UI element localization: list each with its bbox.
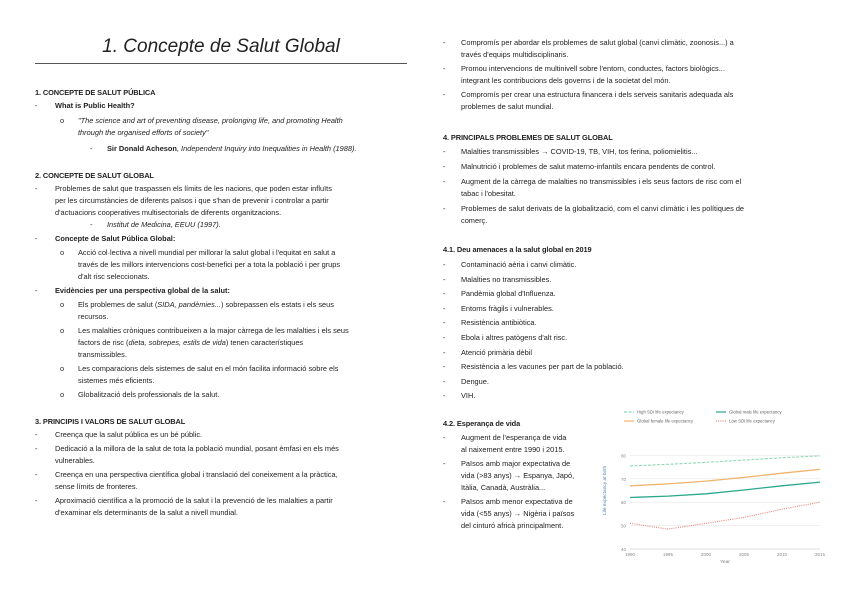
bullet-dash: - bbox=[443, 177, 446, 186]
series-line bbox=[630, 456, 820, 466]
principle-5-line-1: Compromís per abordar els problemes de salut global (canvi climàtic, zoonosis...) a bbox=[461, 38, 734, 47]
gh-definition-line-1: Problemes de salut que traspassen els límits de les nacions, que poden estar influïts bbox=[55, 184, 332, 193]
bullet-dash: - bbox=[443, 147, 446, 156]
bullet-circle: o bbox=[60, 364, 65, 373]
bullet-dash: - bbox=[443, 497, 446, 506]
threat-item: Entorns fràgils i vulnerables. bbox=[461, 304, 554, 313]
bullet-dash: - bbox=[443, 433, 446, 442]
bullet-dash: - bbox=[443, 289, 446, 298]
x-axis-label: Year bbox=[720, 560, 730, 565]
text-run: factors de risc ( bbox=[78, 338, 129, 347]
text-run: ) sobrepassen els estats i els seus bbox=[220, 300, 334, 309]
bullet-dash: - bbox=[443, 333, 446, 342]
gph-line-1: Acció col·lectiva a nivell mundial per millorar la salut global i l'equitat en salut a bbox=[78, 248, 336, 257]
principle-4-line-2: d'examinar els determinants de la salut a nivell mundial. bbox=[55, 508, 238, 517]
principle-5-line-2: través d'equips multidisciplinaris. bbox=[461, 50, 569, 59]
bullet-dash: - bbox=[443, 162, 446, 171]
principle-7-line-1: Compromís per crear una estructura financera i dels serveis sanitaris adequada als bbox=[461, 90, 734, 99]
evidence-1-line-1 bbox=[78, 299, 334, 311]
legend-label: High SDI life expectancy bbox=[637, 409, 684, 415]
evidence-2-line-1: Les malalties cròniques contribueixen a la major càrrega de les malalties i els seus bbox=[78, 326, 349, 335]
y-axis-label: Life expectancy at birth bbox=[603, 465, 608, 516]
section-4-heading: 4. PRINCIPALS PROBLEMES DE SALUT GLOBAL bbox=[443, 133, 613, 142]
bullet-dash: - bbox=[35, 184, 38, 193]
text-run: Els problemes de salut ( bbox=[78, 300, 158, 309]
gph-line-3: d'alt risc seleccionats. bbox=[78, 272, 150, 281]
evidence-3-line-1: Les comparacions dels sistemes de salut en el món facilita informació sobre els bbox=[78, 364, 339, 373]
quote-line-2: through the organised efforts of society" bbox=[78, 128, 209, 137]
bullet-dash: - bbox=[90, 220, 93, 229]
text-run-italic: dieta, sobrepes, estils de vida bbox=[128, 338, 226, 347]
title-divider bbox=[35, 63, 407, 64]
life-expectancy-heading: 4.2. Esperança de vida bbox=[443, 419, 521, 428]
author-name: Sir Donald Acheson bbox=[107, 144, 177, 153]
bullet-dash: - bbox=[35, 234, 38, 243]
bullet-dash: - bbox=[443, 459, 446, 468]
quote-line-1: "The science and art of preventing disease, prolonging life, and promoting Health bbox=[78, 116, 343, 125]
legend-label: Low SDI life expectancy bbox=[729, 418, 775, 424]
threat-item: VIH. bbox=[461, 391, 476, 400]
threats-heading: 4.1. Deu amenaces a la salut global en 2019 bbox=[443, 245, 592, 254]
evidence-4: Globalització dels professionals de la salut. bbox=[78, 390, 220, 399]
bullet-circle: o bbox=[60, 116, 65, 125]
text-run: ) tenen característiques bbox=[225, 338, 304, 347]
evidence-title: Evidències per una perspectiva global de la salut: bbox=[55, 286, 230, 295]
bullet-dash: - bbox=[90, 144, 93, 153]
evidence-3-line-2: sistemes més eficients. bbox=[78, 376, 155, 385]
y-tick-label: 50 bbox=[620, 523, 626, 529]
principle-2-line-2: vulnerables. bbox=[55, 456, 95, 465]
le-point-1-line-1: Augment de l'esperança de vida bbox=[461, 433, 567, 442]
bullet-dash: - bbox=[35, 444, 38, 453]
le-point-2-line-1: Països amb major expectativa de bbox=[461, 459, 571, 468]
threat-item: Dengue. bbox=[461, 377, 489, 386]
bullet-dash: - bbox=[443, 391, 446, 400]
bullet-dash: - bbox=[443, 260, 446, 269]
bullet-dash: - bbox=[443, 38, 446, 47]
problem-1: Malalties transmissibles → COVID-19, TB, VIH, tos ferina, poliomielitis... bbox=[461, 147, 698, 156]
bullet-dash: - bbox=[443, 348, 446, 357]
gh-reference: Institut de Medicina, EEUU (1997). bbox=[107, 220, 221, 229]
y-tick-label: 40 bbox=[620, 547, 626, 552]
principle-6-line-1: Promou intervencions de multinivell sobre l'entorn, conductes, factors biològics... bbox=[461, 64, 725, 73]
x-tick-label: 2010 bbox=[776, 552, 788, 557]
principle-6-line-2: integrant les contribucions dels governs i de la societat del món. bbox=[461, 76, 671, 85]
section-3-heading: 3. PRINCIPIS I VALORS DE SALUT GLOBAL bbox=[35, 417, 186, 426]
principle-2-line-1: Dedicació a la millora de la salut de tota la població mundial, posant èmfasi en els més bbox=[55, 444, 339, 453]
threat-item: Resistència a les vacunes per part de la població. bbox=[461, 362, 624, 371]
bullet-circle: o bbox=[60, 248, 65, 257]
evidence-2-line-2 bbox=[78, 337, 303, 349]
principle-3-line-2: sense límits de fronteres. bbox=[55, 482, 138, 491]
threat-item: Resistència antibiòtica. bbox=[461, 318, 537, 327]
problem-3-line-2: tabac i l'obesitat. bbox=[461, 189, 516, 198]
threat-item: Pandèmia global d'Influenza. bbox=[461, 289, 556, 298]
threat-item: Malalties no transmissibles. bbox=[461, 275, 552, 284]
x-tick-label: 1995 bbox=[662, 552, 674, 557]
threat-item: Ebola i altres patògens d'alt risc. bbox=[461, 333, 568, 342]
bullet-dash: - bbox=[35, 470, 38, 479]
le-point-1-line-2: al naixement entre 1990 i 2015. bbox=[461, 445, 565, 454]
bullet-circle: o bbox=[60, 390, 65, 399]
problem-3-line-1: Augment de la càrrega de malalties no transmissibles i els seus factors de risc com el bbox=[461, 177, 742, 186]
section-1-heading: 1. CONCEPTE DE SALUT PÚBLICA bbox=[35, 88, 156, 97]
le-point-3-line-2: vida (<55 anys) → Nigèria i països bbox=[461, 509, 575, 518]
le-point-3-line-1: Països amb menor expectativa de bbox=[461, 497, 573, 506]
quote-attribution bbox=[107, 143, 357, 155]
x-tick-label: 2005 bbox=[738, 552, 750, 557]
public-health-question: What is Public Health? bbox=[55, 101, 135, 110]
x-tick-label: 2000 bbox=[700, 552, 712, 557]
problem-4-line-1: Problemes de salut derivats de la globalització, com el canvi climàtic i les polítiques de bbox=[461, 204, 745, 213]
bullet-dash: - bbox=[443, 318, 446, 327]
bullet-circle: o bbox=[60, 326, 65, 335]
principle-7-line-2: problemes de salut mundial. bbox=[461, 102, 554, 111]
gh-definition-line-2: per les circumstàncies de diferents països i que s'han de prevenir i controlar a partir bbox=[55, 196, 329, 205]
life-expectancy-chart bbox=[596, 406, 828, 566]
threat-item: Contaminació aèria i canvi climàtic. bbox=[461, 260, 577, 269]
evidence-2-line-3: transmissibles. bbox=[78, 350, 127, 359]
problem-2: Malnutrició i problemes de salut materno-infantils encara pendents de control. bbox=[461, 162, 716, 171]
global-public-health-title: Concepte de Salut Pública Global: bbox=[55, 234, 176, 243]
bullet-dash: - bbox=[443, 64, 446, 73]
bullet-dash: - bbox=[443, 377, 446, 386]
bullet-circle: o bbox=[60, 300, 65, 309]
bullet-dash: - bbox=[35, 496, 38, 505]
series-line bbox=[630, 469, 820, 485]
legend-label: Global male life expectancy bbox=[729, 409, 782, 415]
evidence-1-line-2: recursos. bbox=[78, 312, 109, 321]
text-run-italic: SIDA, pandèmies... bbox=[157, 300, 221, 309]
page-title: 1. Concepte de Salut Global bbox=[102, 36, 340, 57]
y-tick-label: 80 bbox=[620, 453, 626, 459]
bullet-dash: - bbox=[443, 204, 446, 213]
gph-line-2: través de les millors intervencions cost-benefici per a tota la població i per grups bbox=[78, 260, 341, 269]
gh-definition-line-3: d'actuacions cooperatives multisectorials de diferents organitzacions. bbox=[55, 208, 282, 217]
principle-4-line-1: Aproximació científica a la promoció de la salut i la prevenció de les malalties a partir bbox=[55, 496, 333, 505]
section-2-heading: 2. CONCEPTE DE SALUT GLOBAL bbox=[35, 171, 154, 180]
problem-4-line-2: comerç. bbox=[461, 216, 488, 225]
legend-label: Global female life expectancy bbox=[637, 418, 694, 424]
series-line bbox=[630, 502, 820, 529]
attribution-source: , Independent Inquiry into Inequalities in Health (1988). bbox=[176, 144, 357, 153]
principle-1: Creença que la salut pública es un bé públic. bbox=[55, 430, 203, 439]
bullet-dash: - bbox=[443, 362, 446, 371]
threat-item: Atenció primària dèbil bbox=[461, 348, 533, 357]
y-tick-label: 60 bbox=[620, 500, 626, 506]
life-expectancy-chart-svg bbox=[596, 406, 828, 566]
principle-3-line-1: Creença en una perspectiva científica global i translació del coneixement a la pràctica, bbox=[55, 470, 338, 479]
bullet-dash: - bbox=[443, 275, 446, 284]
x-tick-label: 2015 bbox=[814, 552, 826, 557]
le-point-3-line-3: del cinturó africà principalment. bbox=[461, 521, 564, 530]
y-tick-label: 70 bbox=[620, 476, 626, 482]
bullet-dash: - bbox=[443, 90, 446, 99]
x-tick-label: 1990 bbox=[624, 552, 636, 557]
bullet-dash: - bbox=[443, 304, 446, 313]
bullet-dash: - bbox=[35, 430, 38, 439]
bullet-dash: - bbox=[35, 286, 38, 295]
bullet-dash: - bbox=[35, 101, 38, 110]
le-point-2-line-3: Itàlia, Canadà, Austràlia... bbox=[461, 483, 546, 492]
le-point-2-line-2: vida (>83 anys) → Espanya, Japó, bbox=[461, 471, 575, 480]
